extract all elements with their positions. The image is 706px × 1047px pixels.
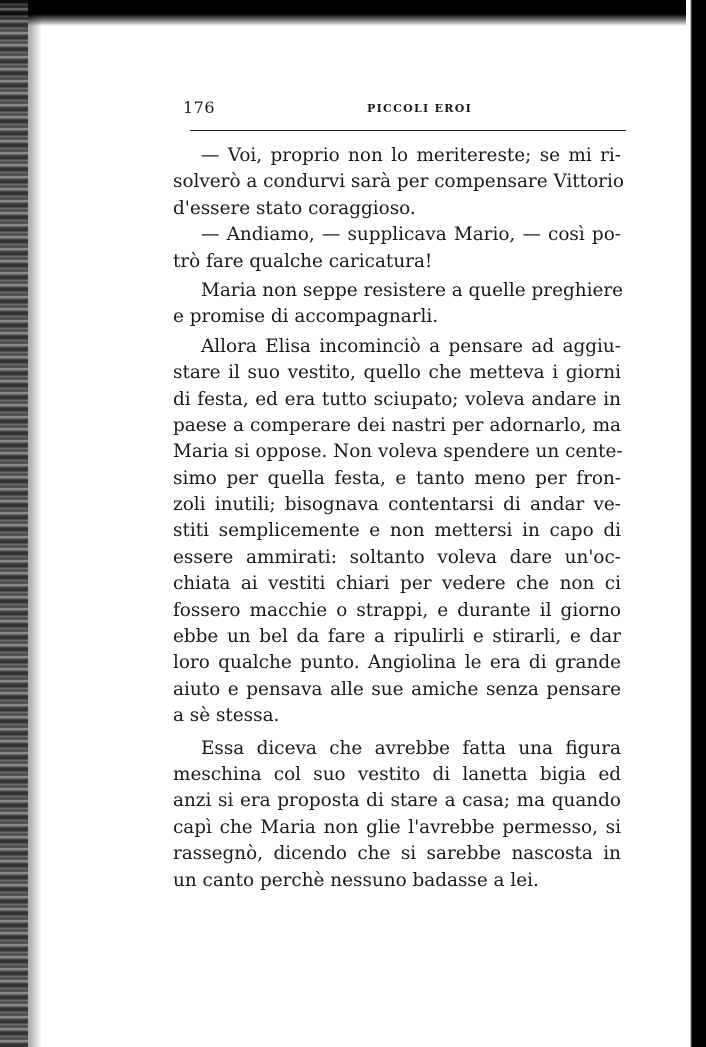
text-line: meschina col suo vestito di lanetta bigia ed — [173, 763, 621, 785]
text-line: Maria si oppose. Non voleva spendere un cente- — [173, 441, 623, 463]
text-line: trò fare qualche caricatura! — [173, 250, 433, 272]
text-line: Maria non seppe resistere a quelle preghiere — [201, 279, 624, 301]
text-line: un canto perchè nessuno badasse a lei. — [173, 869, 539, 891]
text-line: e promise di accompagnarli. — [173, 306, 439, 328]
text-line: stare il suo vestito, quello che metteva i giorni — [173, 362, 621, 384]
text-line: solverò a condurvi sarà per compensare Vittorio — [173, 171, 624, 193]
page-header — [183, 98, 628, 124]
scan-left-shadow — [28, 0, 42, 1047]
text-line: zoli inutili; bisognava contentarsi di andar ve- — [173, 494, 621, 516]
text-line: di festa, ed era tutto sciupato; voleva andare in — [173, 388, 621, 410]
text-line: ebbe un bel da fare a ripulirli e stirarli, e dar — [173, 626, 621, 648]
text-line: chiata ai vestiti chiari per vedere che non ci — [173, 573, 621, 595]
text-line: Essa diceva che avrebbe fatta una figura — [201, 737, 621, 759]
scan-right-edge — [686, 0, 706, 1047]
text-line: fossero macchie o strappi, e durante il giorno — [173, 599, 621, 621]
body-text — [173, 143, 624, 894]
text-line: capì che Maria non glie l'avrebbe permesso, si — [173, 816, 621, 838]
text-line: — Voi, proprio non lo meritereste; se mi ri- — [201, 145, 621, 166]
text-line: a sè stessa. — [173, 705, 280, 727]
header-rule — [190, 130, 626, 131]
text-line: aiuto e pensava alle sue amiche senza pensare — [173, 678, 621, 700]
running-title: PICCOLI EROI — [367, 102, 473, 115]
page-number: 176 — [183, 98, 216, 117]
text-line: rassegnò, dicendo che si sarebbe nascosta in — [173, 843, 621, 865]
text-line: loro qualche punto. Angiolina le era di grande — [173, 652, 621, 674]
text-line: paese a comperare dei nastri per adornarlo, ma — [173, 414, 621, 436]
text-line: simo per quella festa, e tanto meno per fron- — [173, 467, 621, 489]
text-line: essere ammirati: soltanto voleva dare un'oc- — [173, 546, 621, 568]
text-line: anzi si era proposta di stare a casa; ma quando — [173, 790, 621, 812]
text-line: Allora Elisa incominciò a pensare ad aggiu- — [201, 335, 621, 357]
text-line: — Andiamo, — supplicava Mario, — così po- — [201, 224, 621, 246]
text-line: stiti semplicemente e non mettersi in capo di — [173, 520, 621, 542]
text-line: d'essere stato coraggioso. — [173, 197, 416, 219]
scan-top-edge — [0, 0, 706, 26]
scan-left-edge — [0, 0, 28, 1047]
